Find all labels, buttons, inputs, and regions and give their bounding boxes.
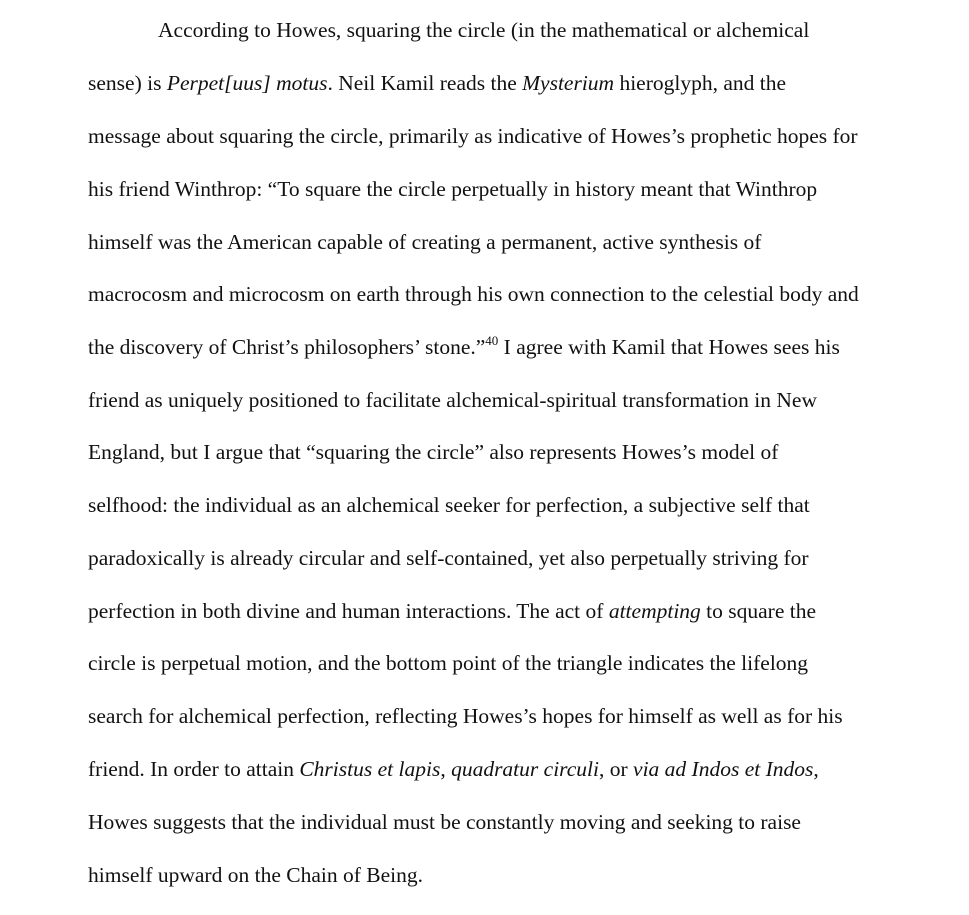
text-line <box>88 865 423 887</box>
text-line <box>88 759 819 781</box>
text-line <box>88 73 786 95</box>
italic-phrase: quadratur circuli <box>451 757 599 781</box>
text-line <box>158 20 809 42</box>
text-run: . Neil Kamil reads the <box>327 71 523 95</box>
text-line <box>88 495 810 517</box>
text-run: circle is perpetual motion, and the bottom point of the triangle indicates the lifelong <box>88 651 809 675</box>
text-run: search for alchemical perfection, reflecting Howes’s hopes for himself as well as for his <box>88 704 843 728</box>
text-line <box>88 333 840 359</box>
italic-phrase: Christus et lapis <box>299 757 441 781</box>
text-run: friend. In order to attain <box>88 757 300 781</box>
text-run: message about squaring the circle, primarily as indicative of Howes’s prophetic hopes for <box>88 124 858 148</box>
text-line <box>88 653 808 675</box>
text-run: , <box>813 757 819 781</box>
text-run: perfection in both divine and human interactions. The act of <box>88 599 609 623</box>
footnote-marker: 40 <box>485 333 499 348</box>
text-line <box>88 232 761 254</box>
text-line <box>88 706 843 728</box>
text-run: macrocosm and microcosm on earth through his own connection to the celestial body and <box>88 282 859 306</box>
text-line <box>88 812 801 834</box>
text-line <box>88 442 778 464</box>
text-run: the discovery of Christ’s philosophers’ stone.” <box>88 335 486 359</box>
italic-phrase: Mysterium <box>522 71 615 95</box>
text-run: his friend Winthrop: “To square the circle perpetually in history meant that Winthrop <box>88 177 818 201</box>
text-line <box>88 548 809 570</box>
text-run: paradoxically is already circular and self-contained, yet also perpetually striving for <box>88 546 809 570</box>
text-run: England, but I argue that “squaring the circle” also represents Howes’s model of <box>88 440 779 464</box>
text-run: , <box>440 757 452 781</box>
text-run: himself was the American capable of creating a permanent, active synthesis of <box>88 230 762 254</box>
italic-phrase: via ad Indos et Indos <box>633 757 814 781</box>
text-line <box>88 126 858 148</box>
text-run: selfhood: the individual as an alchemical seeker for perfection, a subjective self that <box>88 493 810 517</box>
text-run: hieroglyph, and the <box>614 71 787 95</box>
italic-phrase: Perpet[uus] motus <box>166 71 328 95</box>
text-run: to square the <box>700 599 817 623</box>
text-line <box>88 179 817 201</box>
text-run: According to Howes, squaring the circle (in the mathematical or alchemical <box>158 18 810 42</box>
text-run: , or <box>598 757 634 781</box>
italic-phrase: attempting <box>608 599 701 623</box>
text-run: Howes suggests that the individual must be constantly moving and seeking to raise <box>88 810 801 834</box>
text-run: sense) is <box>88 71 167 95</box>
text-line <box>88 390 817 412</box>
text-line <box>88 601 816 623</box>
text-run: I agree with Kamil that Howes sees his <box>498 335 840 359</box>
text-run: himself upward on the Chain of Being. <box>88 863 423 887</box>
text-run: friend as uniquely positioned to facilitate alchemical-spiritual transformation in New <box>88 388 817 412</box>
text-line <box>88 284 859 306</box>
